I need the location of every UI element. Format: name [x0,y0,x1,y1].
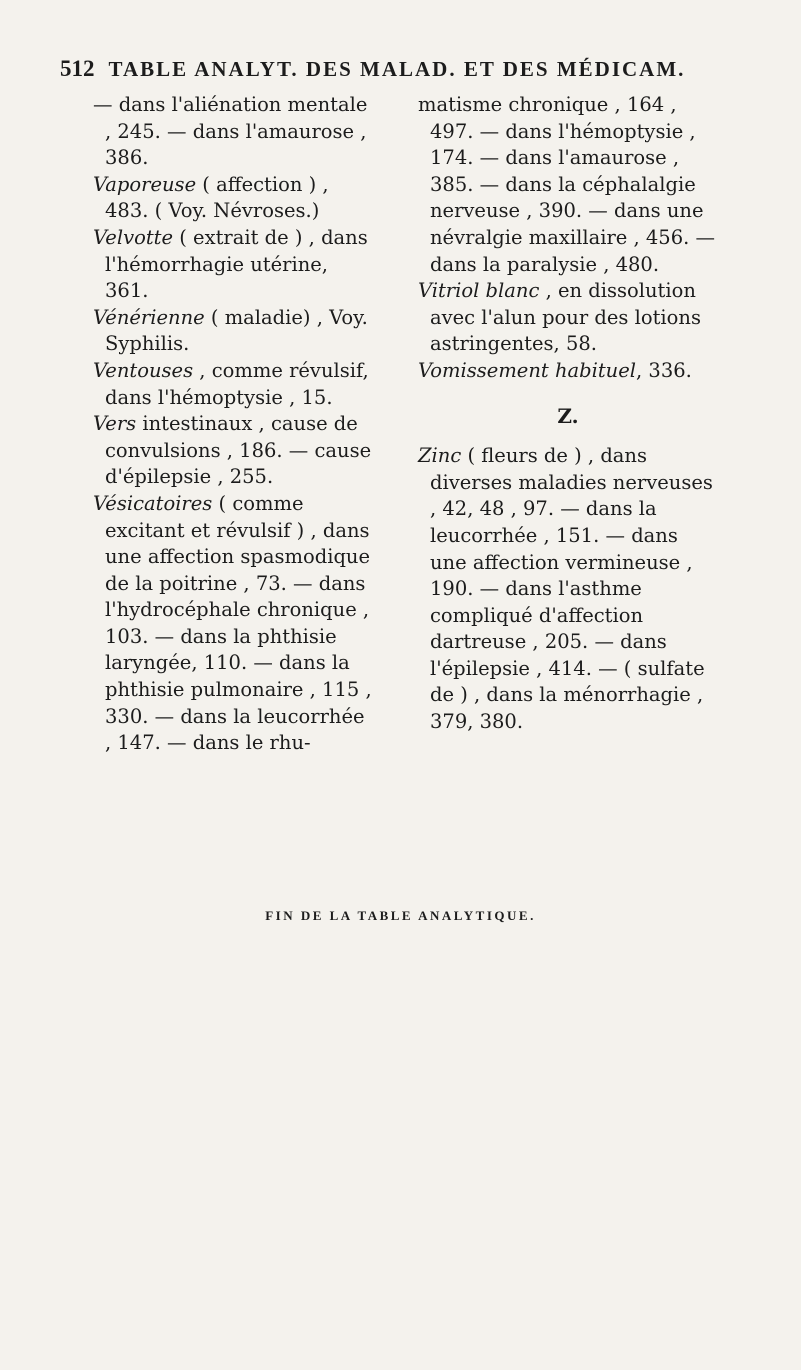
entry-text: ( fleurs de ) , dans diverses maladies nerveuses , 42, 48 , 97. — dans la leucorrhée , 151. — dans une affection vermineuse , 190. — dans l'asthme compliqué d'affection dartreuse , 205. — dans l'épilepsie , 414. — ( sulfate de ) , dans la ménorrhagie , 379, 380. [430,444,713,734]
entry-text: , en dissolution avec l'alun pour des lotions astringentes, 58. [430,279,701,356]
index-entry [418,358,718,385]
entry-text: ( extrait de ) , dans l'hémorrhagie utérine, 361. [105,225,368,303]
index-entry [418,278,718,358]
page-number: 512 [60,56,95,81]
entry-headword: Ventouses [93,358,194,382]
index-entry [93,225,376,305]
entry-text: ( affection ) , 483. ( Voy. Névroses.) [105,172,329,223]
entry-headword: Vaporeuse [93,172,197,196]
entry-text: — dans l'aliénation mentale , 245. — dans l'amaurose , 386. [93,93,368,170]
index-entry [93,305,376,358]
index-entry [93,92,376,172]
entry-headword: Vomissement habituel [418,358,637,382]
header-title: TABLE ANALYT. DES MALAD. ET DES MÉDICAM. [108,57,686,81]
entry-text: ( maladie) , Voy. Syphilis. [105,305,368,356]
entry-headword: Vésicatoires [93,491,213,515]
left-column [93,92,376,757]
index-entry [418,92,718,278]
right-column [418,92,718,736]
entry-headword: Zinc [418,444,462,468]
index-entry [93,491,376,757]
entry-text: intestinaux , cause de convulsions , 186. — cause d'épilepsie , 255. [105,412,372,489]
entry-headword: Vers [93,412,137,436]
index-entry [93,172,376,225]
entry-headword: Vitriol blanc [418,279,540,303]
right-column-bottom [418,443,718,736]
end-note: FIN DE LA TABLE ANALYTIQUE. [265,908,536,923]
section-letter: Z. [557,403,579,428]
entry-headword: Vénérienne [93,305,205,329]
index-entry [93,411,376,491]
entry-text: ( comme excitant et révulsif ) , dans une affection spasmodique de la poitrine , 73. — dans l'hydrocéphale chronique , 103. — dans la phthisie laryngée, 110. — dans la phthisie pulmonaire , 115 , 330. — dans la leucorrhée , 147. — dans le rhu- [105,491,372,755]
index-entry [418,443,718,736]
right-column-top [418,92,718,385]
entry-text: , 336. [636,358,692,382]
entry-text: , comme révulsif, dans l'hémoptysie , 15. [105,358,369,409]
index-entry [93,358,376,411]
entry-text: matisme chronique , 164 , 497. — dans l'hémoptysie , 174. — dans l'amaurose , 385. — dans la céphalalgie nerveuse , 390. — dans une névralgie maxillaire , 456. — dans la paralysie , 480. [418,93,716,276]
running-header [60,56,760,82]
entry-headword: Velvotte [93,225,174,249]
